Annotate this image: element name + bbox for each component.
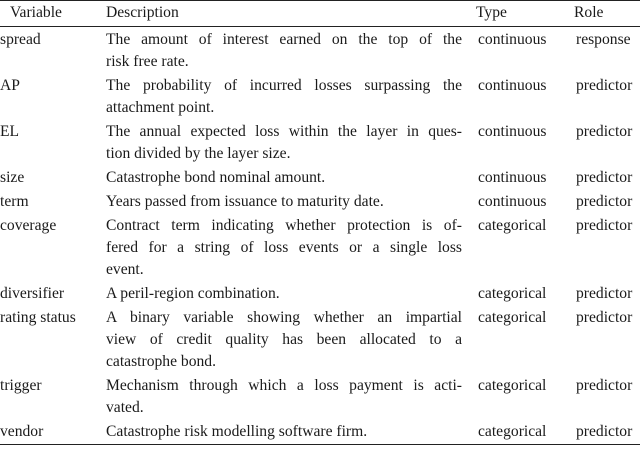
cell-description: [106, 189, 476, 213]
cell-type: categorical: [478, 217, 547, 234]
cell-type: continuous: [478, 193, 547, 210]
header-variable: Variable: [0, 1, 106, 27]
cell-role: predictor: [576, 285, 633, 302]
cell-type: continuous: [478, 123, 547, 140]
header-type: Type: [476, 1, 574, 27]
cell-type: categorical: [478, 309, 547, 326]
cell-variable: diversifier: [0, 285, 65, 302]
description-line: Catastrophe risk modelling software firm.: [106, 423, 368, 440]
description-line: The probability of incurred losses surpassing the: [106, 77, 462, 94]
cell-description: [106, 373, 476, 419]
cell-role: predictor: [576, 377, 633, 394]
table-row: [0, 419, 640, 445]
table-row: [0, 213, 640, 281]
table-row: [0, 305, 640, 373]
cell-variable: EL: [0, 123, 20, 140]
cell-description: [106, 73, 476, 119]
cell-description: [106, 119, 476, 165]
description-line: A peril-region combination.: [106, 285, 280, 302]
cell-role: predictor: [576, 193, 633, 210]
cell-variable: spread: [0, 31, 41, 48]
description-line: The amount of interest earned on the top of the: [106, 31, 462, 48]
header-description: Description: [106, 1, 476, 27]
description-line: catastrophe bond.: [106, 353, 216, 370]
cell-variable: vendor: [0, 419, 106, 445]
cell-description: [106, 419, 476, 445]
cell-type: continuous: [478, 31, 547, 48]
cell-type: categorical: [478, 377, 547, 394]
description-line: risk free rate.: [106, 53, 189, 70]
cell-role: response: [576, 31, 631, 48]
cell-variable: rating status: [0, 309, 76, 326]
cell-description: [106, 27, 476, 74]
cell-type: continuous: [478, 169, 547, 186]
table-row: [0, 73, 640, 119]
table-row: [0, 281, 640, 305]
cell-type: categorical: [476, 419, 574, 445]
description-line: view of credit quality has been allocated to a: [106, 331, 462, 348]
cell-type: continuous: [478, 77, 547, 94]
table-row: [0, 27, 640, 74]
header-role: Role: [574, 1, 640, 27]
cell-description: [106, 213, 476, 281]
table-body: [0, 27, 640, 445]
cell-description: [106, 281, 476, 305]
cell-variable: size: [0, 169, 25, 186]
cell-role: predictor: [576, 123, 633, 140]
table-row: [0, 189, 640, 213]
cell-role: predictor: [576, 77, 633, 94]
cell-role: predictor: [576, 309, 633, 326]
header-row: [0, 1, 640, 27]
cell-description: [106, 165, 476, 189]
description-line: vated.: [106, 399, 144, 416]
cell-role: predictor: [574, 419, 640, 445]
cell-type: categorical: [478, 285, 547, 302]
table-row: [0, 119, 640, 165]
description-line: Catastrophe bond nominal amount.: [106, 169, 326, 186]
description-line: fered for a string of loss events or a single loss: [106, 239, 462, 256]
cell-description: [106, 305, 476, 373]
description-line: tion divided by the layer size.: [106, 145, 291, 162]
cell-role: predictor: [576, 217, 633, 234]
cell-variable: term: [0, 193, 29, 210]
description-line: Years passed from issuance to maturity date.: [106, 193, 384, 210]
description-line: Contract term indicating whether protection is of-: [106, 217, 462, 234]
cell-variable: AP: [0, 77, 20, 94]
cell-variable: trigger: [0, 377, 42, 394]
cell-role: predictor: [576, 169, 633, 186]
table-row: [0, 165, 640, 189]
table-header: [0, 1, 640, 27]
table-row: [0, 373, 640, 419]
description-line: Mechanism through which a loss payment is acti-: [106, 377, 462, 394]
description-line: attachment point.: [106, 99, 215, 116]
description-line: event.: [106, 261, 144, 278]
description-line: A binary variable showing whether an impartial: [106, 309, 462, 326]
cell-variable: coverage: [0, 217, 57, 234]
description-line: The annual expected loss within the layer in ques-: [106, 123, 462, 140]
